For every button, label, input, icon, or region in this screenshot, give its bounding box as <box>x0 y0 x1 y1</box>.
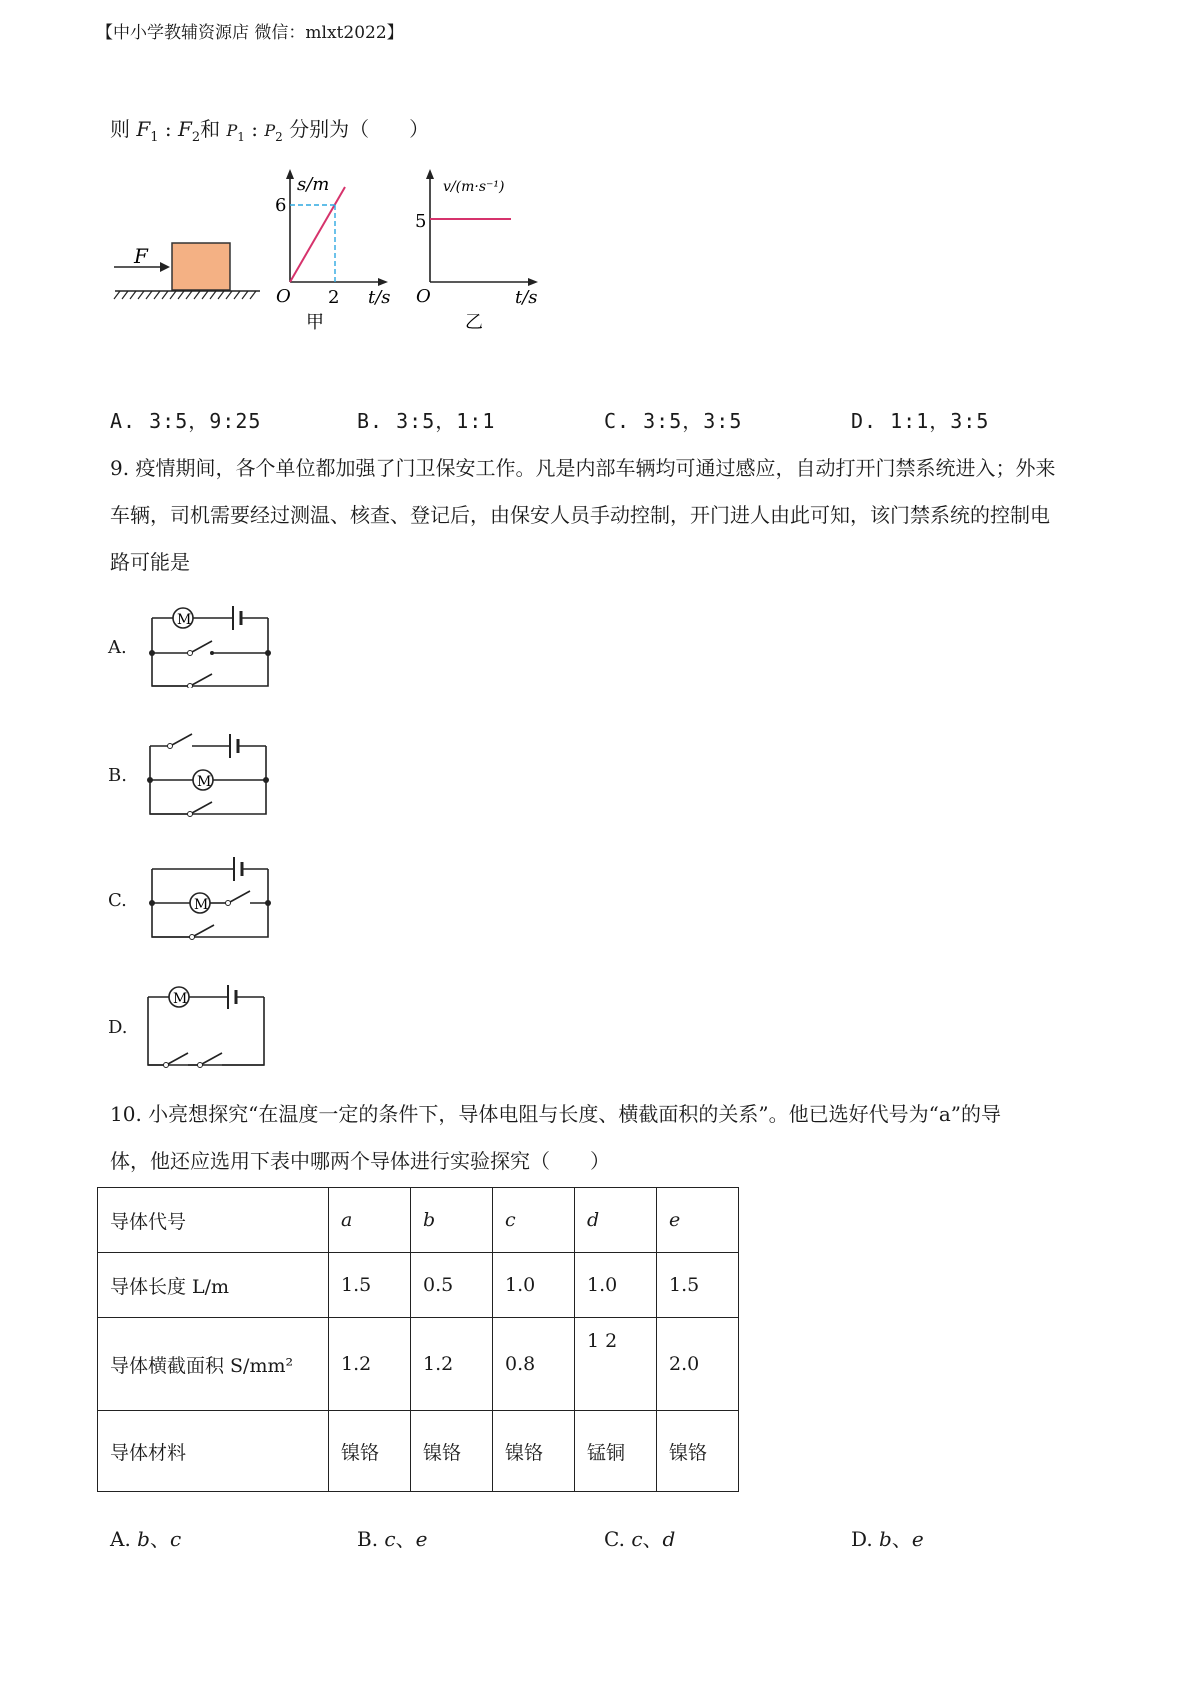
option-value-2: d <box>662 1527 676 1551</box>
q8-option-c[interactable]: C. 3:5，3:5 <box>604 409 743 433</box>
row-header-material: 导体材料 <box>98 1411 329 1492</box>
y-axis-label: v/(m·s⁻¹) <box>443 179 505 195</box>
f2-subscript: 2 <box>191 130 201 145</box>
option-value-1: b <box>879 1527 892 1551</box>
origin-label: O <box>416 286 431 307</box>
q10-option-b[interactable] <box>357 1523 427 1552</box>
cell-material-a: 镍铬 <box>329 1411 411 1492</box>
cell-area-e: 2.0 <box>657 1318 739 1411</box>
s-t-graph <box>270 165 405 340</box>
x-axis-label: t/s <box>368 287 391 308</box>
block-force-figure <box>110 230 270 310</box>
q10-line-2: 体，他还应选用下表中哪两个导体进行实验探究（ ） <box>110 1149 610 1173</box>
y-axis-arrowhead <box>426 169 434 179</box>
s-t-line <box>290 187 345 282</box>
f1-symbol: F <box>136 117 151 141</box>
x-axis-arrowhead <box>528 278 538 286</box>
caption-jia: 甲 <box>306 312 324 333</box>
q8-option-d[interactable]: D. 1:1，3:5 <box>851 409 990 433</box>
option-value-1: c <box>631 1527 643 1551</box>
page-header: 【中小学教辅资源店 微信：mlxt2022】 <box>96 23 404 43</box>
option-value-2: c <box>169 1527 182 1551</box>
stem-suffix: 分别为（ ） <box>289 117 430 141</box>
row-header-code: 导体代号 <box>98 1188 329 1253</box>
motor-symbol: M <box>197 774 212 790</box>
cell-material-c: 镍铬 <box>493 1411 575 1492</box>
option-value-1: b <box>137 1527 150 1551</box>
circuit-d-label[interactable]: D. <box>108 1017 128 1038</box>
option-letter: B. <box>357 1527 385 1551</box>
x-axis-arrowhead <box>378 278 388 286</box>
circuit-a-label[interactable]: A. <box>108 637 127 658</box>
option-sep: 、 <box>395 1527 416 1551</box>
cell-code-a: a <box>329 1188 411 1253</box>
row-header-area: 导体横截面积 S/mm² <box>98 1318 329 1411</box>
y-tick-5: 5 <box>415 211 427 232</box>
cell-material-b: 镍铬 <box>411 1411 493 1492</box>
option-sep: 、 <box>891 1527 912 1551</box>
p1-subscript: 1 <box>237 130 245 144</box>
ratio-sep-2: : <box>244 117 265 141</box>
circuit-c-label[interactable]: C. <box>108 890 127 911</box>
cell-material-e: 镍铬 <box>657 1411 739 1492</box>
q9-line-3: 路可能是 <box>110 550 190 574</box>
force-label: F <box>134 244 148 268</box>
cell-length-b: 0.5 <box>411 1253 493 1318</box>
cell-code-c: c <box>493 1188 575 1253</box>
motor-symbol: M <box>194 897 209 913</box>
cell-length-e: 1.5 <box>657 1253 739 1318</box>
circuit-b[interactable] <box>138 728 278 818</box>
f2-symbol: F <box>177 117 192 141</box>
cell-code-e: e <box>657 1188 739 1253</box>
cell-area-b: 1.2 <box>411 1318 493 1411</box>
v-t-graph <box>410 165 545 340</box>
q10-option-c[interactable] <box>604 1523 675 1552</box>
q10-line-1: 10. 小亮想探究“在温度一定的条件下，导体电阻与长度、横截面积的关系”。他已选好代号为“a”的导 <box>110 1102 1001 1126</box>
block <box>172 243 230 290</box>
table-row-code <box>98 1188 739 1253</box>
x-axis-label: t/s <box>515 287 538 308</box>
cell-length-a: 1.5 <box>329 1253 411 1318</box>
q9-line-1: 9. 疫情期间，各个单位都加强了门卫保安工作。凡是内部车辆均可通过感应，自动打开门禁系统进入；外来 <box>110 456 1056 480</box>
y-axis-label: s/m <box>297 174 330 195</box>
p1-symbol: P <box>226 121 238 140</box>
cell-length-d: 1.0 <box>575 1253 657 1318</box>
cell-code-d: d <box>575 1188 657 1253</box>
q10-option-d[interactable] <box>851 1523 924 1552</box>
cell-area-c: 0.8 <box>493 1318 575 1411</box>
q9-line-2: 车辆，司机需要经过测温、核查、登记后，由保安人员手动控制，开门进人由此可知，该门禁系统的控制电 <box>110 503 1050 527</box>
p2-subscript: 2 <box>275 130 283 144</box>
x-tick-2: 2 <box>328 287 340 308</box>
force-arrowhead <box>160 262 170 272</box>
circuit-c[interactable] <box>140 855 280 945</box>
row-header-length: 导体长度 L/m <box>98 1253 329 1318</box>
caption-yi: 乙 <box>465 312 483 333</box>
option-value-2: e <box>911 1527 924 1551</box>
origin-label: O <box>276 286 291 307</box>
cell-code-b: b <box>411 1188 493 1253</box>
cell-area-a: 1.2 <box>329 1318 411 1411</box>
y-axis-arrowhead <box>286 169 294 179</box>
q8-option-a[interactable]: A. 3:5，9:25 <box>110 409 262 433</box>
p2-symbol: P <box>264 121 276 140</box>
cell-length-c: 1.0 <box>493 1253 575 1318</box>
option-letter: C. <box>604 1527 632 1551</box>
option-value-2: e <box>415 1527 428 1551</box>
f1-subscript: 1 <box>150 130 159 145</box>
q8-option-b[interactable]: B. 3:5，1:1 <box>357 409 496 433</box>
q10-option-a[interactable] <box>110 1523 181 1552</box>
table-row-length <box>98 1253 739 1318</box>
circuit-d[interactable] <box>136 980 276 1070</box>
circuit-b-label[interactable]: B. <box>108 765 127 786</box>
and-word: 和 <box>200 117 221 141</box>
stem-prefix: 则 <box>110 117 130 141</box>
option-letter: A. <box>110 1527 138 1551</box>
option-sep: 、 <box>642 1527 663 1551</box>
cell-material-d: 锰铜 <box>575 1411 657 1492</box>
conductor-table <box>97 1187 739 1492</box>
option-letter: D. <box>851 1527 880 1551</box>
option-sep: 、 <box>149 1527 170 1551</box>
option-value-1: c <box>384 1527 396 1551</box>
cell-area-d: 1 2 <box>575 1318 657 1411</box>
y-tick-6: 6 <box>275 195 287 216</box>
circuit-a[interactable] <box>140 598 280 688</box>
q8-stem <box>110 113 429 145</box>
table-row-material <box>98 1411 739 1492</box>
ratio-sep-1: : <box>158 117 178 141</box>
motor-symbol: M <box>177 612 192 628</box>
ground-hatch <box>114 291 256 299</box>
motor-symbol: M <box>173 991 188 1007</box>
table-row-area <box>98 1318 739 1411</box>
